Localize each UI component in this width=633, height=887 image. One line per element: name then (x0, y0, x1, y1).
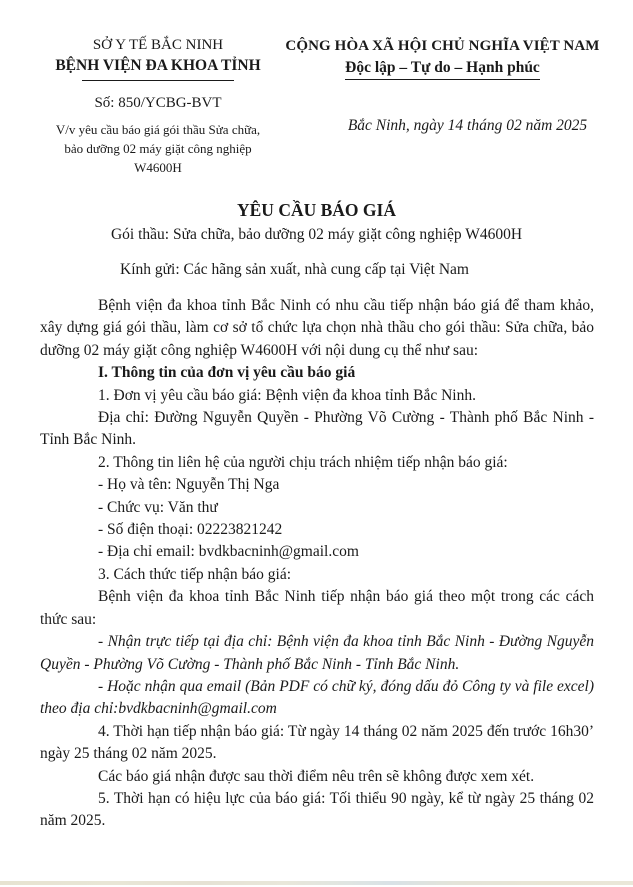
salutation-line: Kính gửi: Các hãng sản xuất, nhà cung cấp tại Việt Nam (120, 261, 469, 278)
scan-edge-artifact (0, 881, 633, 885)
paragraph: Các báo giá nhận được sau thời điểm nêu trên sẽ không được xem xét. (98, 767, 535, 785)
paragraph: Địa chỉ: Đường Nguyễn Quyền - Phường Võ Cường - Thành phố Bắc Ninh - Tỉnh Bắc Ninh. (40, 409, 594, 449)
national-title: CỘNG HÒA XÃ HỘI CHỦ NGHĨA VIỆT NAM (285, 38, 600, 54)
paragraph: 5. Thời hạn có hiệu lực của báo giá: Tối thiểu 90 ngày, kể từ ngày 25 tháng 02 năm 2025. (40, 789, 594, 830)
document-subject-abstract: V/v yêu cầu báo giá gói thầu Sửa chữa, bảo dưỡng 02 máy giặt công nghiệp W4600H (55, 122, 261, 175)
paragraph: - Số điện thoại: 02223821242 (98, 521, 283, 539)
national-motto-wrap (278, 58, 607, 80)
document-header (0, 0, 633, 177)
paragraph: - Chức vụ: Văn thư (98, 498, 218, 516)
paragraph: - Họ và tên: Nguyễn Thị Nga (98, 476, 280, 494)
place-date-line: Bắc Ninh, ngày 14 tháng 02 năm 2025 (347, 117, 588, 134)
document-title: YÊU CẦU BÁO GIÁ (237, 200, 396, 220)
paragraph: I. Thông tin của đơn vị yêu cầu báo giá (98, 364, 356, 382)
org-name: BỆNH VIỆN ĐA KHOA TỈNH (55, 57, 261, 74)
paragraph: Bệnh viện đa khoa tỉnh Bắc Ninh tiếp nhận báo giá theo một trong các cách thức sau: (40, 588, 594, 628)
paragraph: Bệnh viện đa khoa tỉnh Bắc Ninh có nhu cầu tiếp nhận báo giá để tham khảo, xây dựng giá gói thầu, làm cơ sở tổ chức lựa chọn nhà thầu cho gói thầu: Sửa chữa, bảo dưỡng 02 máy giặt công nghiệp W4600H với nội dung cụ thể như sau: (40, 297, 594, 359)
paragraph: 2. Thông tin liên hệ của người chịu trách nhiệm tiếp nhận báo giá: (98, 453, 508, 471)
national-header-block (278, 36, 607, 177)
paragraph: 3. Cách thức tiếp nhận báo giá: (98, 565, 292, 583)
document-number: Số: 850/YCBG-BVT (94, 95, 222, 111)
document-subtitle: Gói thầu: Sửa chữa, bảo dưỡng 02 máy giặt công nghiệp W4600H (110, 226, 523, 243)
paragraph: - Nhận trực tiếp tại địa chỉ: Bệnh viện đa khoa tỉnh Bắc Ninh - Đường Nguyễn Quyền - Phường Võ Cường - Thành phố Bắc Ninh - Tỉnh Bắc Ninh. (40, 633, 594, 673)
national-motto: Độc lập – Tự do – Hạnh phúc (345, 58, 540, 80)
issuing-org-block (38, 36, 278, 177)
paragraph: - Địa chỉ email: bvdkbacninh@gmail.com (98, 543, 359, 561)
parent-org-name: SỞ Y TẾ BẮC NINH (92, 37, 224, 53)
org-underline-rule (82, 80, 234, 81)
paragraph: 1. Đơn vị yêu cầu báo giá: Bệnh viện đa khoa tỉnh Bắc Ninh. (98, 386, 476, 404)
paragraph: 4. Thời hạn tiếp nhận báo giá: Từ ngày 14 tháng 02 năm 2025 đến trước 16h30’ ngày 25 tháng 02 năm 2025. (40, 722, 594, 763)
paragraph: - Hoặc nhận qua email (Bản PDF có chữ ký, đóng dấu đỏ Công ty và file excel) theo địa chỉ:bvdkbacninh@gmail.com (40, 677, 594, 718)
document-body (40, 295, 594, 833)
